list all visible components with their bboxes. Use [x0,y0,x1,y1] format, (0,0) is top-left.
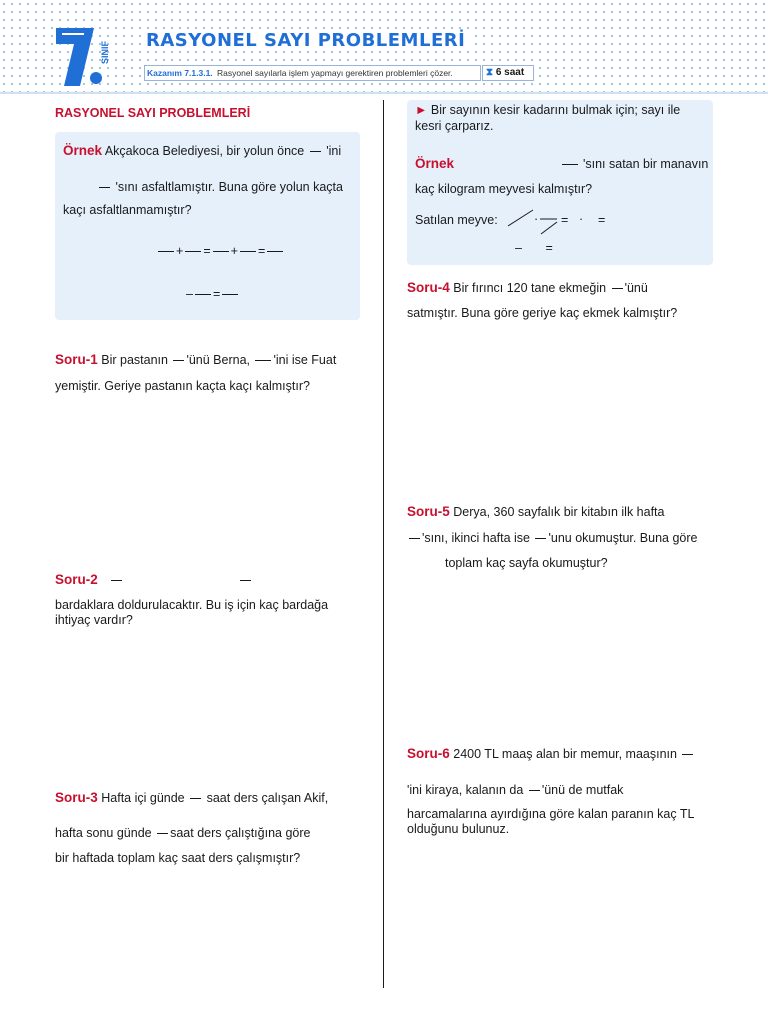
example-right-line2: kaç kilogram meyvesi kalmıştır? [415,182,593,196]
page-title: RASYONEL SAYI PROBLEMLERİ [142,30,469,51]
sold-fruit-line [415,212,498,228]
plus-sign: + [230,244,238,258]
question-3-line1 [55,790,328,806]
fraction-blank [213,251,229,252]
fraction-blank [255,360,271,361]
question-2-line3: ihtiyaç vardır? [55,613,133,627]
column-divider [383,100,384,988]
fraction-blank [99,187,110,188]
question-3-line3: bir haftada toplam kaç saat ders çalışmıştır? [55,851,301,865]
equals-sign: = [257,244,266,258]
fraction-blank [240,580,251,581]
question-5-line2 [407,530,698,546]
example-right-text-1: 'sını satan bir manavın [583,157,709,171]
fraction-blank [535,538,546,539]
fraction-blank [111,580,122,581]
question-2-line1 [55,572,253,588]
question-4-label: Soru-4 [407,280,450,295]
example-text-1: Akçakoca Belediyesi, bir yolun önce [104,144,305,158]
question-6-text-1: 2400 TL maaş alan bir memur, maaşının [453,747,677,761]
question-5-text-2b: 'unu okumuştur. Buna göre [548,531,698,545]
fraction-blank [409,538,420,539]
question-6-label: Soru-6 [407,746,450,761]
page-header [0,0,768,92]
fraction-blank [157,833,168,834]
question-3-text-c: hafta sonu günde [55,826,152,840]
example-right-label: Örnek [415,156,455,171]
fraction-blank [190,798,201,799]
question-1-text-c: 'ini ise Fuat [273,353,337,367]
tip-line1 [415,102,680,118]
duration-box [482,65,534,81]
question-5-text-2a: 'sını, ikinci hafta ise [422,531,530,545]
question-3-label: Soru-3 [55,790,98,805]
tip-line2: kesri çarparız. [415,119,494,133]
fraction-blank [529,790,540,791]
header-divider [0,92,768,94]
example-text-1-end: 'ini [326,144,342,158]
example-left-line2 [97,179,343,195]
question-4-line2: satmıştır. Buna göre geriye kaç ekmek kalmıştır? [407,306,678,320]
duration-text: 6 saat [495,67,525,78]
equals-sign: = [212,287,221,301]
example-label: Örnek [63,143,103,158]
question-3-text-d: saat ders çalıştığına göre [170,826,311,840]
question-6-line3: harcamalarına ayırdığına göre kalan paranın kaç TL [407,807,695,821]
question-5-line3: toplam kaç sayfa okumuştur? [445,556,608,570]
fraction-blank [173,360,184,361]
example-equation-2 [186,286,240,302]
question-3-text-a: Hafta içi günde [101,791,185,805]
arrow-right-icon: ► [415,103,428,117]
equals-sign: = [203,244,211,258]
fraction-blank [222,294,238,295]
question-5-label: Soru-5 [407,504,450,519]
fraction-blank [310,151,321,152]
question-4-text-1: Bir fırıncı 120 tane ekmeğin [453,281,607,295]
minus-sign: – [515,241,522,255]
kazanim-text: Rasyonel sayılarla işlem yapmayı gerektiren problemleri çözer. [217,68,453,78]
sold-label: Satılan meyve: [415,213,498,227]
question-6-text-2a: 'ini kiraya, kalanın da [407,783,524,797]
question-6-line4: olduğunu bulunuz. [407,822,510,836]
question-6-line1 [407,746,695,762]
equals-sign: = [545,241,553,255]
plus-sign: + [176,244,184,258]
question-5-line1 [407,504,664,520]
example-equation-1 [156,243,285,259]
fraction-blank [195,294,211,295]
question-1-text-b: 'ünü Berna, [186,353,250,367]
example-text-2: 'sını asfaltlamıştır. Buna göre yolun kaçta [115,180,343,194]
example-text-3: kaçı asfaltlanmamıştır? [63,203,192,217]
fraction-blank [612,288,623,289]
kazanim-box [144,65,481,81]
tip-text-1: Bir sayının kesir kadarını bulmak için; sayı ile [430,103,681,117]
question-4-line1 [407,280,648,296]
minus-sign: – [186,287,193,301]
question-6-line2 [407,782,623,798]
question-2-line2: bardaklara doldurulacaktır. Bu iş için kaç bardağa [55,598,329,612]
clock-icon: ⧗ [486,67,494,78]
question-1-line1 [55,352,336,368]
remaining-equation [515,240,553,256]
question-6-text-2b: 'ünü de mutfak [541,783,624,797]
sold-equals-1: = [561,213,569,227]
sold-dot-2: · [579,212,584,226]
fraction-blank [562,164,578,165]
fraction-blank [240,251,256,252]
fraction-blank [158,251,174,252]
question-5-text-1: Derya, 360 sayfalık bir kitabın ilk hafta [453,505,665,519]
fraction-blank [267,251,283,252]
question-1-text-a: Bir pastanın [101,353,168,367]
question-4-text-1-end: 'ünü [624,281,648,295]
fraction-blank [682,754,693,755]
question-3-text-b: saat ders çalışan Akif, [206,791,329,805]
question-1-line2: yemiştir. Geriye pastanın kaçta kaçı kalmıştır? [55,379,310,393]
question-3-line2 [55,825,310,841]
question-2-label: Soru-2 [55,572,98,587]
example-right-line1 [415,156,708,172]
example-left-line1 [63,143,341,159]
kazanim-label: Kazanım 7.1.3.1. [147,68,213,78]
fraction-blank [185,251,201,252]
question-1-label: Soru-1 [55,352,98,367]
grade-suffix: SINIF [100,40,110,64]
section-title: RASYONEL SAYI PROBLEMLERİ [55,106,251,120]
sold-dot-1: · [534,212,539,226]
sold-equals-2: = [598,213,606,227]
